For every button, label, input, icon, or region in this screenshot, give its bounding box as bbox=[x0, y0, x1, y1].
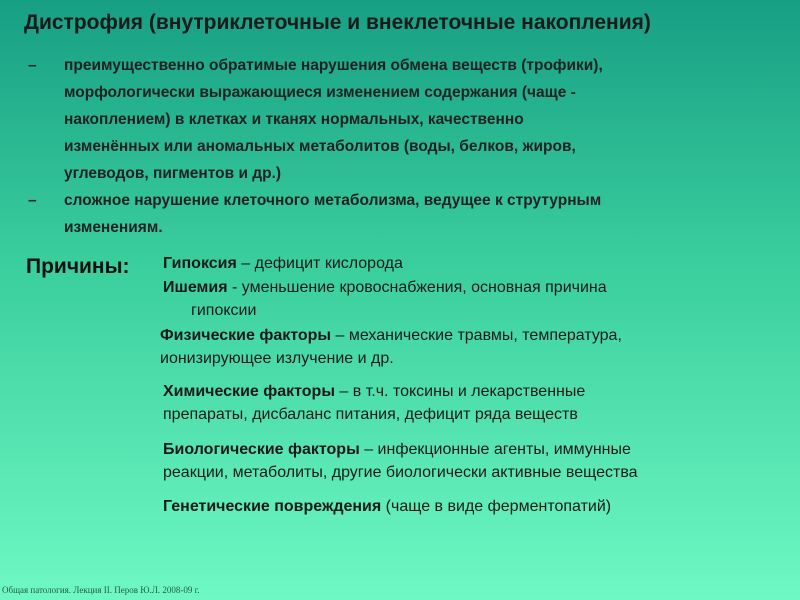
definition-line: углеводов, пигментов и др.) bbox=[64, 165, 282, 182]
cause-desc: (чаще в виде ферментопатий) bbox=[381, 498, 612, 515]
cause-term: Химические факторы bbox=[163, 383, 335, 400]
cause-desc-cont: ионизирующее излучение и др. bbox=[160, 350, 394, 367]
definition-item bbox=[28, 52, 788, 187]
definition-line: накоплением) в клетках и тканях нормальных, качественно bbox=[64, 111, 524, 128]
cause-chemical bbox=[163, 380, 783, 426]
causes-heading: Причины: bbox=[26, 255, 130, 278]
dash-bullet: – bbox=[28, 57, 37, 74]
definition-item bbox=[28, 187, 788, 241]
definition-list bbox=[28, 52, 788, 241]
cause-term: Биологические факторы bbox=[163, 441, 360, 458]
cause-desc: - уменьшение кровоснабжения, основная причина bbox=[227, 279, 607, 296]
cause-desc: – дефицит кислорода bbox=[236, 255, 403, 272]
cause-ischemia bbox=[163, 276, 783, 322]
cause-term: Гипоксия bbox=[163, 255, 237, 272]
definition-line: сложное нарушение клеточного метаболизма, ведущее к струтурным bbox=[64, 192, 602, 209]
cause-desc: – инфекционные агенты, иммунные bbox=[359, 441, 631, 458]
definition-line: морфологически выражающиеся изменением содержания (чаще - bbox=[64, 84, 576, 101]
cause-term: Генетические повреждения bbox=[163, 498, 382, 515]
cause-physical bbox=[160, 324, 780, 370]
cause-term: Ишемия bbox=[163, 279, 228, 296]
cause-term: Физические факторы bbox=[160, 327, 332, 344]
cause-desc-cont: гипоксии bbox=[191, 302, 257, 319]
cause-desc-cont: препараты, дисбаланс питания, дефицит ряда веществ bbox=[163, 406, 578, 423]
cause-biological bbox=[163, 438, 788, 484]
cause-genetic bbox=[163, 495, 783, 518]
definition-line: изменённых или аномальных метаболитов (воды, белков, жиров, bbox=[64, 138, 576, 155]
cause-desc: – в т.ч. токсины и лекарственные bbox=[334, 383, 586, 400]
slide-footer: Общая патология. Лекция II. Перов Ю.Л. 2008-09 г. bbox=[2, 585, 200, 595]
cause-hypoxia bbox=[163, 252, 783, 275]
dash-bullet: – bbox=[28, 192, 37, 209]
slide-title: Дистрофия (внутриклеточные и внеклеточные накопления) bbox=[24, 11, 651, 34]
cause-desc-cont: реакции, метаболиты, другие биологически активные вещества bbox=[163, 464, 638, 481]
definition-line: преимущественно обратимые нарушения обмена веществ (трофики), bbox=[64, 57, 603, 74]
cause-desc: – механические травмы, температура, bbox=[331, 327, 622, 344]
definition-line: изменениям. bbox=[64, 219, 163, 236]
